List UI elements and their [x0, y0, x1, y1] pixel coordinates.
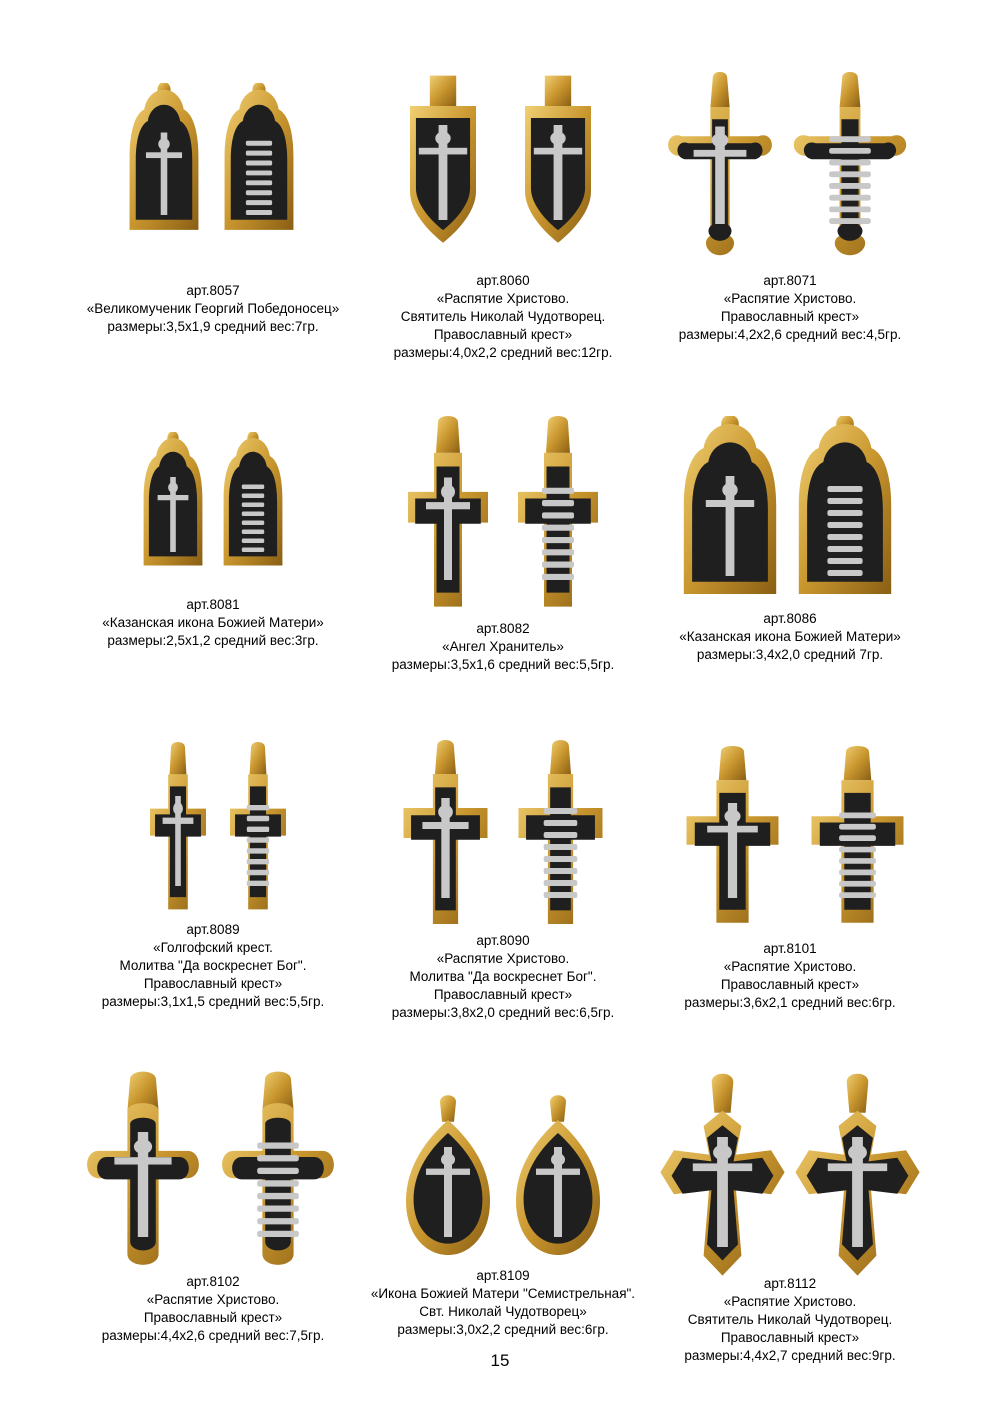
- prayer-text-icon: [790, 416, 900, 616]
- product-item: [63, 1069, 363, 1345]
- product-title: Свт. Николай Чудотворец»: [419, 1304, 587, 1319]
- product-article: арт.8102: [186, 1274, 240, 1289]
- product-specs: размеры:4,2х2,6 средний вес:4,5гр.: [678, 327, 902, 342]
- product-title: «Распятие Христово.: [146, 1292, 280, 1307]
- product-images: [63, 78, 363, 278]
- crucifix-icon: [388, 68, 498, 258]
- product-caption: [640, 610, 940, 664]
- product-specs: размеры:3,4х2,0 средний 7гр.: [696, 647, 884, 662]
- pendant-bail: [550, 1095, 566, 1122]
- product-article: арт.8090: [476, 933, 530, 948]
- crucifix-icon: [393, 738, 498, 938]
- product-title: Православный крест»: [720, 977, 860, 992]
- product-title: «Голгофский крест.: [153, 940, 273, 955]
- product-specs: размеры:3,0х2,2 средний вес:6гр.: [397, 1322, 609, 1337]
- product-item: [640, 406, 940, 664]
- product-images: [353, 1063, 653, 1263]
- st-nicholas-icon: [503, 68, 613, 258]
- product-article: арт.8071: [763, 273, 817, 288]
- product-images: [640, 406, 940, 606]
- theotokos-icon: [138, 432, 208, 582]
- product-title: «Казанская икона Божией Матери»: [679, 629, 901, 644]
- product-title: Православный крест»: [720, 309, 860, 324]
- pendant-bail: [435, 740, 456, 774]
- product-item: [640, 68, 940, 344]
- product-item: [640, 1071, 940, 1365]
- prayer-text-icon: [800, 746, 915, 936]
- product-title: Православный крест»: [433, 987, 573, 1002]
- st-nicholas-icon: [790, 1071, 925, 1291]
- prayer-text-icon: [508, 738, 613, 938]
- product-title: «Икона Божией Матери "Семистрельная".: [370, 1286, 636, 1301]
- product-title: Православный крест»: [143, 1310, 283, 1325]
- product-title: «Распятие Христово.: [436, 951, 570, 966]
- product-images: [640, 1071, 940, 1271]
- page-number: 15: [490, 1351, 510, 1370]
- prayer-text-icon: [785, 68, 915, 263]
- product-images: [63, 1069, 363, 1269]
- pendant-relief: [693, 1137, 752, 1247]
- product-title: «Казанская икона Божией Матери»: [102, 615, 324, 630]
- product-specs: размеры:3,5х1,9 средний вес:7гр.: [107, 319, 319, 334]
- product-title: Молитва "Да воскреснет Бог".: [409, 969, 597, 984]
- product-article: арт.8081: [186, 597, 240, 612]
- product-caption: [640, 272, 940, 344]
- product-title: Православный крест»: [433, 327, 573, 342]
- prayer-text-icon: [213, 1069, 343, 1279]
- product-images: [63, 392, 363, 592]
- product-title: Святитель Николай Чудотворец.: [400, 309, 606, 324]
- product-images: [640, 68, 940, 268]
- pendant-bail: [847, 1074, 869, 1113]
- st-george-icon: [123, 83, 205, 248]
- product-item: [63, 717, 363, 1011]
- pendant-bail: [710, 72, 729, 107]
- product-item: [640, 736, 940, 1012]
- product-caption: [353, 620, 653, 674]
- product-title: «Распятие Христово.: [436, 291, 570, 306]
- theotokos-icon: [398, 1093, 498, 1273]
- product-article: арт.8082: [476, 621, 530, 636]
- product-title: «Распятие Христово.: [723, 959, 857, 974]
- theotokos-icon: [675, 416, 785, 616]
- product-item: [63, 78, 363, 336]
- product-specs: размеры:4,4х2,7 средний вес:9гр.: [684, 1348, 896, 1363]
- product-article: арт.8060: [476, 273, 530, 288]
- product-article: арт.8109: [476, 1268, 530, 1283]
- pendant-bail: [719, 746, 747, 780]
- crucifix-icon: [675, 746, 790, 936]
- prayer-text-icon: [223, 742, 293, 922]
- pendant-relief: [828, 1137, 887, 1247]
- pendant-bail: [545, 76, 571, 106]
- product-specs: размеры:3,8х2,0 средний вес:6,5гр.: [391, 1005, 615, 1020]
- golgotha-cross-icon: [143, 742, 213, 922]
- product-item: [63, 392, 363, 650]
- product-caption: [63, 596, 363, 650]
- product-article: арт.8057: [186, 283, 240, 298]
- crucifix-icon: [660, 68, 780, 263]
- product-item: [353, 68, 653, 362]
- product-caption: [353, 932, 653, 1022]
- product-caption: [353, 1267, 653, 1339]
- pendant-bail: [436, 416, 460, 453]
- product-title: «Ангел Хранитель»: [442, 639, 564, 654]
- pendant-bail: [170, 742, 187, 774]
- product-specs: размеры:2,5х1,2 средний вес:3гр.: [107, 633, 319, 648]
- product-specs: размеры:3,5х1,6 средний вес:5,5гр.: [391, 657, 615, 672]
- product-title: «Распятие Христово.: [723, 291, 857, 306]
- product-caption: [63, 1273, 363, 1345]
- ornament-icon: [218, 432, 288, 582]
- crucifix-icon: [78, 1069, 208, 1279]
- product-images: [353, 728, 653, 928]
- product-images: [353, 416, 653, 616]
- product-images: [63, 717, 363, 917]
- crucifix-icon: [655, 1071, 790, 1291]
- product-article: арт.8101: [763, 941, 817, 956]
- pendant-bail: [840, 72, 861, 107]
- product-images: [353, 68, 653, 268]
- product-article: арт.8089: [186, 922, 240, 937]
- product-caption: [63, 282, 363, 336]
- pendant-bail: [844, 746, 872, 780]
- product-title: «Распятие Христово.: [723, 1294, 857, 1309]
- prayer-text-icon: [218, 83, 300, 248]
- pendant-relief: [114, 1132, 171, 1237]
- pendant-bail: [250, 742, 267, 774]
- product-caption: [63, 921, 363, 1011]
- product-caption: [640, 940, 940, 1012]
- product-item: [353, 1063, 653, 1339]
- pendant-bail: [550, 740, 571, 774]
- product-caption: [353, 272, 653, 362]
- product-item: [353, 728, 653, 1022]
- product-article: арт.8112: [763, 1276, 817, 1291]
- product-title: Православный крест»: [143, 976, 283, 991]
- angel-icon: [398, 416, 498, 621]
- product-title: «Великомученик Георгий Победоносец»: [86, 301, 340, 316]
- product-title: Молитва "Да воскреснет Бог".: [119, 958, 307, 973]
- product-article: арт.8086: [763, 611, 817, 626]
- product-title: Православный крест»: [720, 1330, 860, 1345]
- product-specs: размеры:4,0х2,2 средний вес:12гр.: [393, 345, 613, 360]
- product-images: [640, 736, 940, 936]
- st-nicholas-icon: [508, 1093, 608, 1273]
- prayer-text-icon: [508, 416, 608, 621]
- pendant-bail: [546, 416, 570, 453]
- pendant-bail: [712, 1074, 734, 1113]
- product-title: Святитель Николай Чудотворец.: [687, 1312, 893, 1327]
- product-specs: размеры:4,4х2,6 средний вес:7,5гр.: [101, 1328, 325, 1343]
- product-specs: размеры:3,1х1,5 средний вес:5,5гр.: [101, 994, 325, 1009]
- pendant-bail: [440, 1095, 456, 1122]
- product-specs: размеры:3,6х2,1 средний вес:6гр.: [684, 995, 896, 1010]
- product-item: [353, 416, 653, 674]
- pendant-bail: [430, 76, 456, 106]
